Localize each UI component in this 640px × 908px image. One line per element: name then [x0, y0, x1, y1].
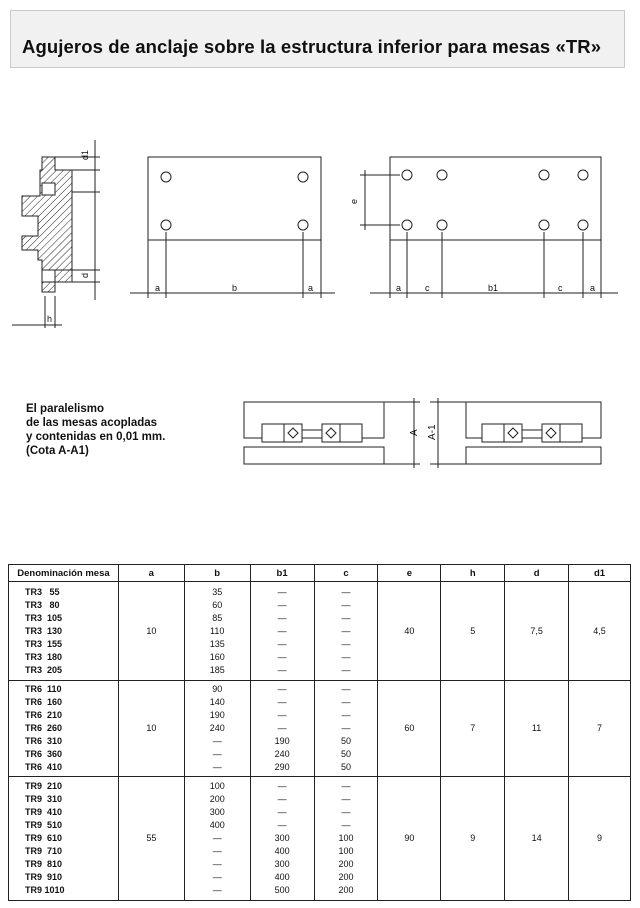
a-cell: 10 — [118, 582, 184, 681]
d1-cell: 7 — [569, 681, 631, 777]
header-c: c — [314, 565, 378, 582]
profile-section-drawing — [12, 140, 100, 328]
header-d: d — [505, 565, 569, 582]
label-b1: b1 — [488, 283, 499, 293]
d-cell: 11 — [505, 681, 569, 777]
label-a2-left: a — [396, 283, 402, 293]
table-group-tr9 — [9, 777, 631, 901]
plate-drawing-left — [130, 157, 335, 298]
header-b1: b1 — [250, 565, 314, 582]
b-cell: 100 200 300 400 — — — — — — [184, 777, 250, 901]
d-cell: 14 — [505, 777, 569, 901]
label-a-left: a — [155, 283, 161, 293]
e-cell: 40 — [378, 582, 441, 681]
h-cell: 7 — [441, 681, 505, 777]
label-A: A — [409, 429, 420, 436]
e-cell: 90 — [378, 777, 441, 901]
parallelism-note — [26, 402, 165, 458]
header-b: b — [184, 565, 250, 582]
b-cell: 90 140 190 240 — — — — [184, 681, 250, 777]
b1-cell: — — — — 300 400 300 400 500 — [250, 777, 314, 901]
assembly-drawing-left — [244, 398, 420, 468]
c-cell: — — — — 100 100 200 200 200 — [314, 777, 378, 901]
label-e: e — [349, 198, 359, 204]
header-e: e — [378, 565, 441, 582]
names-cell: TR6 110 TR6 160 TR6 210 TR6 260 TR6 310 TR6 360 TR6 410 — [9, 681, 119, 777]
names-cell: TR9 210 TR9 310 TR9 410 TR9 510 TR9 610 TR9 710 TR9 810 TR9 910 TR9 1010 — [9, 777, 119, 901]
h-cell: 5 — [441, 582, 505, 681]
note-line: El paralelismo — [26, 403, 104, 415]
page-title: Agujeros de anclaje sobre la estructura inferior para mesas «TR» — [22, 36, 602, 57]
label-A1: A-1 — [427, 424, 438, 440]
names-cell: TR3 55 TR3 80 TR3 105 TR3 130 TR3 155 TR3 180 TR3 205 — [9, 582, 119, 681]
a-cell: 55 — [118, 777, 184, 901]
d1-cell: 9 — [569, 777, 631, 901]
label-h: h — [47, 314, 53, 324]
label-c-left: c — [425, 283, 430, 293]
note-line: de las mesas acopladas — [26, 417, 158, 429]
label-b: b — [232, 283, 238, 293]
c-cell: — — — — — — — — [314, 582, 378, 681]
table-group-tr3 — [9, 582, 631, 681]
label-d: d — [80, 272, 90, 278]
b-cell: 35 60 85 110 135 160 185 — [184, 582, 250, 681]
label-a2-right: a — [590, 283, 596, 293]
header-d1: d1 — [569, 565, 631, 582]
b1-cell: — — — — — — — — [250, 582, 314, 681]
d1-cell: 4,5 — [569, 582, 631, 681]
d-cell: 7,5 — [505, 582, 569, 681]
c-cell: — — — — 50 50 50 — [314, 681, 378, 777]
plate-drawing-right — [360, 157, 618, 298]
e-cell: 60 — [378, 681, 441, 777]
label-a-right: a — [308, 283, 314, 293]
a-cell: 10 — [118, 681, 184, 777]
header-h: h — [441, 565, 505, 582]
header-denominacion: Denominación mesa — [9, 565, 119, 582]
header-a: a — [118, 565, 184, 582]
table-group-tr6 — [9, 681, 631, 777]
note-line: (Cota A-A1) — [26, 445, 89, 457]
dimensions-table — [8, 564, 631, 901]
table-header-row — [9, 565, 631, 582]
note-line: y contenidas en 0,01 mm. — [26, 431, 166, 443]
b1-cell: — — — — 190 240 290 — [250, 681, 314, 777]
assembly-drawing-right — [430, 398, 601, 468]
label-c-right: c — [558, 283, 563, 293]
label-d1: d1 — [80, 149, 90, 160]
h-cell: 9 — [441, 777, 505, 901]
